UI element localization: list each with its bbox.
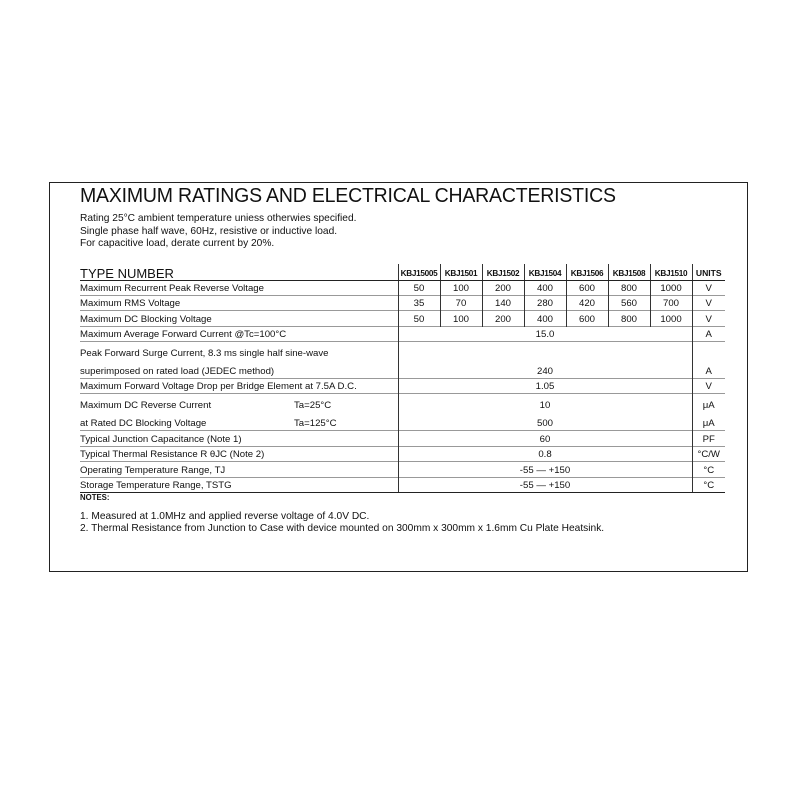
model-header: KBJ1502	[482, 264, 524, 280]
intro-text	[80, 213, 356, 251]
unit-cell: °C/W	[692, 446, 725, 461]
model-header: KBJ1501	[440, 264, 482, 280]
value-cell: -55 — +150	[398, 462, 692, 477]
value-cell: 15.0	[398, 326, 692, 341]
units-header: UNITS	[692, 264, 725, 280]
value-cell: 100	[440, 280, 482, 295]
value-cell: 400	[524, 280, 566, 295]
param-label	[80, 412, 398, 431]
param-label: Maximum Recurrent Peak Reverse Voltage	[80, 280, 398, 295]
value-cell: 140	[482, 295, 524, 310]
note-item: 1. Measured at 1.0MHz and applied reverse voltage of 4.0V DC.	[80, 511, 370, 522]
unit-cell: μA	[692, 412, 725, 431]
value-cell: 560	[608, 295, 650, 310]
value-cell: 60	[398, 431, 692, 446]
model-header: KBJ1504	[524, 264, 566, 280]
table-row	[80, 394, 725, 413]
value-cell: 200	[482, 280, 524, 295]
model-header: KBJ15005	[398, 264, 440, 280]
value-cell: 700	[650, 295, 692, 310]
unit-cell: V	[692, 379, 725, 394]
value-cell: 280	[524, 295, 566, 310]
unit-cell: A	[692, 342, 725, 379]
param-label: Maximum RMS Voltage	[80, 295, 398, 310]
value-cell: 800	[608, 280, 650, 295]
condition-text: Ta=25°C	[294, 400, 332, 412]
model-header: KBJ1508	[608, 264, 650, 280]
value-cell: -55 — +150	[398, 477, 692, 492]
unit-cell: μA	[692, 394, 725, 413]
intro-line: Single phase half wave, 60Hz, resistive or inductive load.	[80, 225, 338, 237]
table-row	[80, 326, 725, 341]
value-cell: 10	[398, 394, 692, 413]
param-label: Maximum DC Blocking Voltage	[80, 311, 398, 326]
table-row	[80, 311, 725, 326]
unit-cell: V	[692, 311, 725, 326]
unit-cell: °C	[692, 462, 725, 477]
intro-line: Rating 25°C ambient temperature uniess otherwies specified.	[80, 213, 357, 224]
note-item: 2. Thermal Resistance from Junction to Case with device mounted on 300mm x 300mm x 1.6mm Cu Plate Heatsink.	[80, 522, 605, 534]
value-cell: 240	[398, 342, 692, 379]
table-row	[80, 295, 725, 310]
table-row	[80, 412, 725, 431]
param-label: Storage Temperature Range, TSTG	[80, 477, 398, 492]
value-cell: 50	[398, 311, 440, 326]
table-row	[80, 462, 725, 477]
value-cell: 200	[482, 311, 524, 326]
unit-cell: V	[692, 295, 725, 310]
param-label: superimposed on rated load (JEDEC method)	[80, 366, 275, 378]
page-title: MAXIMUM RATINGS AND ELECTRICAL CHARACTERISTICS	[80, 184, 616, 208]
param-label: Maximum Forward Voltage Drop per Bridge Element at 7.5A D.C.	[80, 379, 398, 394]
value-cell: 1.05	[398, 379, 692, 394]
value-cell: 600	[566, 280, 608, 295]
table-row	[80, 342, 725, 361]
table-row	[80, 477, 725, 492]
param-label: Operating Temperature Range, TJ	[80, 462, 398, 477]
value-cell: 0.8	[398, 446, 692, 461]
table-row	[80, 446, 725, 461]
value-cell: 600	[566, 311, 608, 326]
ratings-table	[80, 264, 725, 493]
value-cell: 500	[398, 412, 692, 431]
value-cell: 70	[440, 295, 482, 310]
value-cell: 1000	[650, 280, 692, 295]
param-label: Typical Junction Capacitance (Note 1)	[80, 431, 398, 446]
value-cell: 35	[398, 295, 440, 310]
table-header-row	[80, 264, 725, 280]
value-cell: 100	[440, 311, 482, 326]
unit-cell: V	[692, 280, 725, 295]
table-row	[80, 431, 725, 446]
unit-cell: °C	[692, 477, 725, 492]
notes-heading: NOTES:	[80, 493, 110, 502]
value-cell: 1000	[650, 311, 692, 326]
unit-cell: PF	[692, 431, 725, 446]
param-label	[80, 394, 398, 413]
param-label: Typical Thermal Resistance R θJC (Note 2)	[80, 446, 398, 461]
unit-cell: A	[692, 326, 725, 341]
table-row	[80, 280, 725, 295]
value-cell: 400	[524, 311, 566, 326]
notes-list	[80, 511, 604, 534]
param-label: Peak Forward Surge Current, 8.3 ms single half sine-wave	[80, 342, 398, 361]
param-label-text: Maximum DC Reverse Current	[80, 400, 212, 412]
table-row	[80, 379, 725, 394]
model-header: KBJ1506	[566, 264, 608, 280]
param-label-text: at Rated DC Blocking Voltage	[80, 418, 207, 430]
condition-text: Ta=125°C	[294, 418, 337, 430]
model-header: KBJ1510	[650, 264, 692, 280]
value-cell: 420	[566, 295, 608, 310]
param-label: Maximum Average Forward Current @Tc=100°C	[80, 326, 398, 341]
type-number-header: TYPE NUMBER	[80, 264, 398, 280]
value-cell: 50	[398, 280, 440, 295]
intro-line: For capacitive load, derate current by 20%.	[80, 238, 275, 249]
value-cell: 800	[608, 311, 650, 326]
